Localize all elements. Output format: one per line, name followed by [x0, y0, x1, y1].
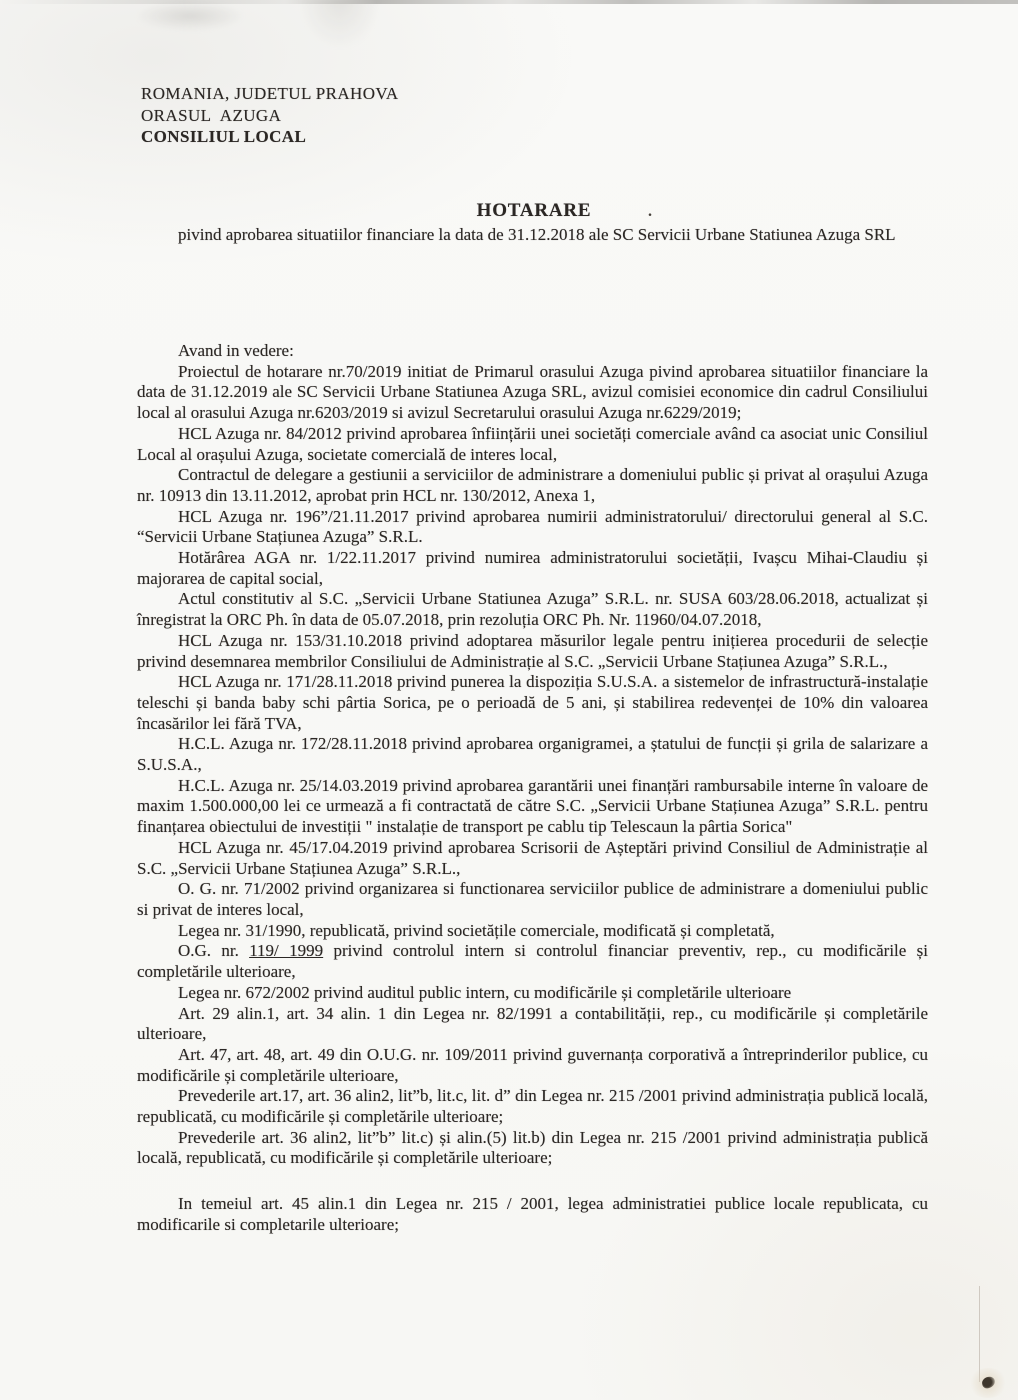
letterhead-council-line: CONSILIUL LOCAL	[141, 127, 307, 146]
paragraph-2: Proiectul de hotarare nr.70/2019 initiat de Primarul orasului Azuga pivind aprobarea situatiilor financiare la data de 31.12.2019 ale SC Servicii Urbane Statiunea Azuga SRL, avizul comisiei economice din cadrul Consiliului local al orasului Azuga nr.6203/2019 si avizul Secretarului orasului Azuga nr.6229/2019;	[137, 361, 928, 423]
underlined-reference: 119/ 1999	[249, 941, 324, 961]
paragraph-3: HCL Azuga nr. 84/2012 privind aprobarea înființării unei societăți comerciale având ca asociat unic Consiliul Local al orașului Azuga, societate comercială de interes local,	[137, 423, 928, 464]
paragraph-18: Art. 47, art. 48, art. 49 din O.U.G. nr. 109/2011 privind guvernanța corporativă a întreprinderilor publice, cu modificările și completările ulterioare,	[137, 1044, 928, 1085]
paragraph-segment: privind controlul intern si controlul financiar preventiv, rep., cu modificările și completările ulterioare,	[137, 941, 928, 982]
scan-crease-line	[979, 1286, 980, 1382]
paragraph-1: Avand in vedere:	[178, 341, 294, 360]
paragraph-4: Contractul de delegare a gestiunii a serviciilor de administrare a domeniului public și privat al orașului Azuga nr. 10913 din 13.11.2012, aprobat prin HCL nr. 130/2012, Anexa 1,	[137, 465, 928, 505]
scan-smudge	[135, 1, 245, 31]
paragraph-19: Prevederile art.17, art. 36 alin2, lit”b, lit.c, lit. d” din Legea nr. 215 /2001 privind administrația publică locală, republicată, cu modificările și completările ulterioare;	[137, 1086, 928, 1127]
paragraph-12: HCL Azuga nr. 45/17.04.2019 privind aprobarea Scrisorii de Așteptări privind Consiliul de Administrație al S.C. „Servicii Urbane Stațiunea Azuga” S.R.L.,	[137, 837, 928, 878]
paragraph-9: HCL Azuga nr. 171/28.11.2018 privind punerea la dispoziția S.U.S.A. a sistemelor de infrastructură-instalație teleschi și banda baby schi pârtia Sorica, pe o perioadă de 5 ani, și stabilirea redevenței de 10% din valoarea încasărilor lei fără TVA,	[137, 672, 928, 733]
letterhead	[141, 83, 399, 148]
paragraph-20: Prevederile art. 36 alin2, lit”b” lit.c) și alin.(5) lit.b) din Legea nr. 215 /2001 privind administrația publică locală, republicată, cu modificările și completările ulterioare;	[137, 1127, 928, 1168]
paragraph-list	[137, 341, 928, 1236]
scan-speck: .	[648, 203, 652, 220]
document-title: HOTARARE	[476, 200, 592, 221]
scan-smudge	[300, 0, 380, 48]
paragraph-6: Hotărârea AGA nr. 1/22.11.2017 privind numirea administratorului societății, Ivașcu Mihai-Claudiu și majorarea de capital social,	[137, 548, 928, 588]
paragraph-7: Actul constitutiv al S.C. „Servicii Urbane Statiunea Azuga” S.R.L. nr. SUSA 603/28.06.2018, actualizat și înregistrat la ORC Ph. în data de 05.07.2018, prin rezoluția ORC Ph. Nr. 11960/04.07.2018,	[137, 589, 928, 630]
letterhead-country-line: ROMANIA, JUDETUL PRAHOVA	[141, 84, 399, 103]
letterhead-city-line: ORASUL AZUGA	[141, 105, 282, 125]
paragraph-21: In temeiul art. 45 alin.1 din Legea nr. 215 / 2001, legea administratiei publice locale republicata, cu modificarile si completarile ulterioare;	[137, 1194, 928, 1234]
paragraph-13: O. G. nr. 71/2002 privind organizarea si functionarea serviciilor publice de administrare a domeniului public si privat de interes local,	[137, 879, 928, 919]
paragraph-15	[137, 941, 928, 982]
paragraph-11: H.C.L. Azuga nr. 25/14.03.2019 privind aprobarea garantării unei finanțări rambursabile interne în valoare de maxim 1.500.000,00 lei ce urmează a fi contractată de către S.C. „Servicii Urbane Stațiunea Azuga” S.R.L. pentru finanțarea obiectului de investiții " instalație de transport pe cablu tip Telescaun la pârtia Sorica"	[137, 775, 928, 837]
paragraph-17: Art. 29 alin.1, art. 34 alin. 1 din Legea nr. 82/1991 a contabilității, rep., cu modificările și completările ulterioare,	[137, 1003, 928, 1044]
paragraph-5: HCL Azuga nr. 196”/21.11.2017 privind aprobarea numirii administratorului/ directorului general al S.C. “Servicii Urbane Stațiunea Azuga” S.R.L.	[137, 506, 928, 547]
paragraph-8: HCL Azuga nr. 153/31.10.2018 privind adoptarea măsurilor legale pentru inițierea procedurii de selecție privind desemnarea membrilor Consiliului de Administrație al S.C. „Servicii Urbane Stațiunea Azuga” S.R.L.,	[137, 630, 928, 671]
paragraph-16: Legea nr. 672/2002 privind auditul public intern, cu modificările și completările ulterioare	[178, 982, 792, 1002]
paragraph-segment: O.G. nr.	[178, 941, 250, 961]
paragraph-14: Legea nr. 31/1990, republicată, privind societățile comerciale, modificată și completată,	[178, 920, 775, 940]
paragraph-10: H.C.L. Azuga nr. 172/28.11.2018 privind aprobarea organigramei, a ștatului de funcții și grila de salarizare a S.U.S.A.,	[137, 734, 928, 775]
document-subtitle: pivind aprobarea situatiilor financiare la data de 31.12.2018 ale SC Servicii Urbane Statiunea Azuga SRL	[178, 225, 896, 244]
